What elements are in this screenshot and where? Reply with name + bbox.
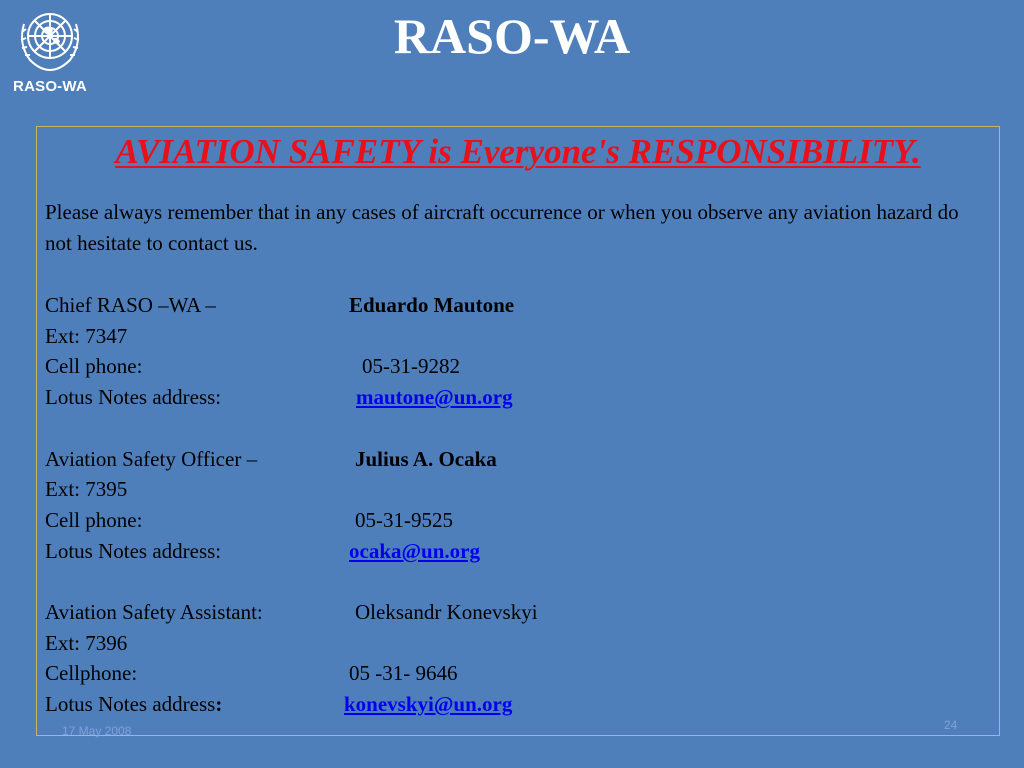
contact-2-ext: Ext: 7395 — [45, 477, 128, 501]
contact-3-ext: Ext: 7396 — [45, 631, 128, 655]
contact-1-email-link[interactable]: mautone@un.org — [356, 385, 513, 409]
contact-2-cell: 05-31-9525 — [355, 508, 453, 532]
contact-3-cell: 05 -31- 9646 — [349, 661, 458, 685]
page-number: 24 — [944, 718, 958, 732]
contact-2-notes-label: Lotus Notes address: — [45, 539, 222, 563]
contact-3-notes-row — [45, 689, 222, 719]
contact-1-cell-label: Cell phone: — [45, 354, 143, 378]
intro-paragraph: Please always remember that in any cases of aircraft occurrence or when you observe any aviation hazard do not hesitate to contact us. — [45, 200, 959, 255]
slide-title: RASO-WA — [393, 8, 631, 64]
contact-3-role-label: Aviation Safety Assistant: — [45, 600, 263, 624]
content-box — [36, 126, 1000, 736]
contact-2-role-label: Aviation Safety Officer – — [45, 447, 258, 471]
contact-3-notes-colon: : — [215, 692, 223, 716]
contact-1-role-label: Chief RASO –WA – — [45, 293, 216, 317]
contact-3-notes-label: Lotus Notes address — [45, 692, 216, 716]
logo-text: RASO-WA — [13, 78, 87, 95]
contact-2-name: Julius A. Ocaka — [355, 447, 497, 471]
contact-3-name: Oleksandr Konevskyi — [355, 600, 538, 624]
contact-2-email-link[interactable]: ocaka@un.org — [349, 539, 480, 563]
footer-date: 17 May 2008 — [62, 724, 132, 738]
contact-1-role-row — [45, 290, 216, 320]
contact-3-email-link[interactable]: konevskyi@un.org — [344, 692, 513, 716]
contact-3-cell-label: Cellphone: — [45, 661, 138, 685]
contact-1-notes-label: Lotus Notes address: — [45, 385, 222, 409]
contact-1-name: Eduardo Mautone — [349, 293, 515, 317]
safety-headline: AVIATION SAFETY is Everyone's RESPONSIBILITY. — [115, 132, 921, 171]
contact-2-cell-label: Cell phone: — [45, 508, 143, 532]
contact-1-ext: Ext: 7347 — [45, 324, 128, 348]
contact-1-cell: 05-31-9282 — [362, 354, 460, 378]
